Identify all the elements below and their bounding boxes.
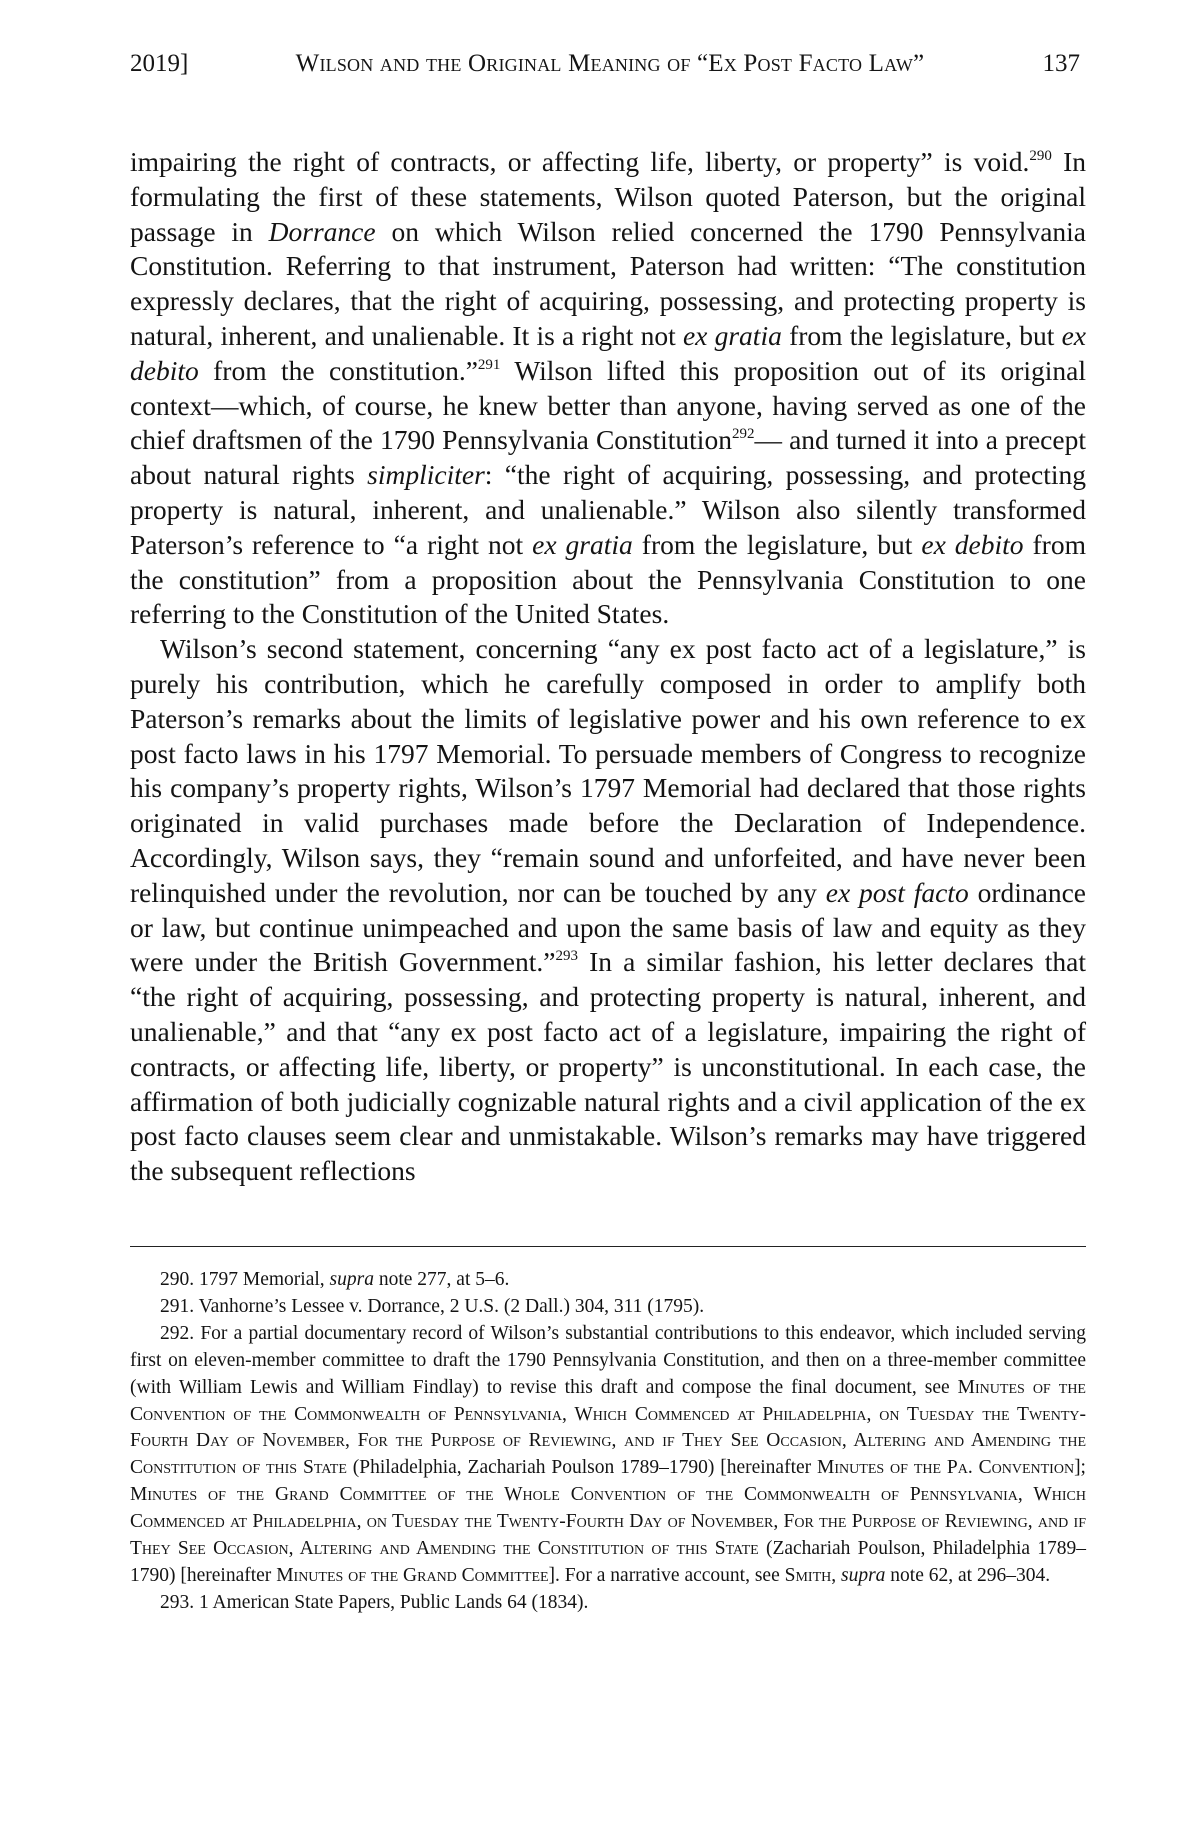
volume-year: 2019] <box>130 50 189 77</box>
p1-text: from the constitution” from a proposition about the Pennsylvania Constitution to one referring to the Constitution of the United States. <box>130 528 1086 630</box>
running-header <box>130 44 1080 84</box>
running-title: Wilson and the Original Meaning of “Ex Post Facto Law” <box>295 50 925 77</box>
p1-text: from the legislature, but <box>632 528 922 560</box>
footnote-divider <box>130 1246 1086 1247</box>
latin-term: ex post facto <box>825 876 969 908</box>
p1-text: : “the right of acquiring, possessing, and protecting property is natural, inherent, and unalienable.” Wilson also silently transformed Paterson’s reference to “a right not <box>130 459 1086 560</box>
footnote-ref-292[interactable]: 292 <box>731 426 755 443</box>
p2-text: ordinance or law, but continue unimpeached and upon the same basis of law and equity as they were under the British Government.” <box>130 876 1086 978</box>
footnote-number: 291. <box>160 1295 195 1317</box>
footnote-text: (Zachariah Poulson, Philadelphia 1789–1790) [hereinafter <box>130 1538 1086 1586</box>
footnote-text: note 277, at 5–6. <box>373 1269 510 1290</box>
source-title: Minutes of the Convention of the Commonwealth of Pennsylvania, Which Commenced at Philadelphia, on Tuesday the Twenty-Fourth Day of November, For the Purpose of Reviewing, and if They See Occasion, Altering and Amending the Constitution of this State <box>130 1376 1086 1479</box>
footnote-text: note 62, at 296–304. <box>885 1564 1051 1586</box>
p1-text: — and turned it into a precept about natural rights <box>130 424 1086 491</box>
short-title: Minutes of the Pa. Convention <box>817 1457 1075 1479</box>
latin-term: ex gratia <box>532 528 633 560</box>
p2-text: In a similar fashion, his letter declares that “the right of acquiring, possessing, and protecting property is natural, inherent, and unalienable,” and that “any ex post facto act of a legislature, impairing the right of contracts, or affecting life, liberty, or property” is unconstitutional. In each case, the affirmation of both judicially cognizable natural rights and a civil application of the ex post facto clauses seem clear and unmistakable. Wilson’s remarks may have triggered the subsequent reflections <box>130 946 1086 1187</box>
p1-text: impairing the right of contracts, or affecting life, liberty, or property” is void. <box>130 146 1030 177</box>
short-title: Minutes of the Grand Committee <box>276 1564 549 1586</box>
footnote-number: 290. <box>160 1269 195 1290</box>
footnote-291 <box>130 1294 1086 1321</box>
footnote-text: For a partial documentary record of Wilson’s substantial contributions to this endeavor, which included serving first on eleven-member committee to draft the 1790 Pennsylvania Constitution, and then on a three-member committee (with William Lewis and William Findlay) to revise this draft and compose the final document, see <box>130 1322 1087 1398</box>
citation-signal: supra <box>840 1564 886 1586</box>
latin-term: ex debito <box>921 528 1024 560</box>
author-name: Smith <box>784 1564 832 1586</box>
footnote-text: (Philadelphia, Zachariah Poulson 1789–1790) [hereinafter <box>346 1457 818 1479</box>
p1-text: from the constitution.” <box>198 354 478 386</box>
p1-text: on which Wilson relied concerned the 1790 Pennsylvania Constitution. Referring to that instrument, Paterson had written: “The constitution expressly declares, that the right of acquiring, possessing, and protecting property is natural, inherent, and unalienable. It is a right not <box>130 215 1086 351</box>
source-title: Minutes of the Grand Committee of the Whole Convention of the Commonwealth of Pennsylvania, Which Commenced at Philadelphia, on Tuesday the Twenty-Fourth Day of November, For the Purpose of Reviewing, and if They See Occasion, Altering and Amending the Constitution of this State <box>130 1484 1086 1560</box>
citation-signal: supra <box>329 1269 374 1290</box>
footnote-text: Vanhorne’s Lessee v. Dorrance, 2 U.S. (2 Dall.) 304, 311 (1795). <box>198 1295 705 1317</box>
footnote-290 <box>130 1267 1086 1294</box>
footnote-text: ]. For a narrative account, see <box>548 1564 785 1586</box>
latin-term: ex debito <box>130 319 1086 386</box>
footnote-number: 293. <box>160 1591 195 1613</box>
footnotes <box>130 1267 1086 1617</box>
footnote-text: 1 American State Papers, Public Lands 64 (1834). <box>199 1591 589 1613</box>
footnote-ref-291[interactable]: 291 <box>477 356 501 373</box>
footnote-ref-290[interactable]: 290 <box>1029 148 1052 164</box>
footnote-293 <box>130 1590 1086 1617</box>
footnote-number: 292. <box>160 1322 195 1344</box>
footnote-text: 1797 Memorial, <box>199 1269 330 1290</box>
footnote-text: , <box>831 1564 841 1586</box>
latin-term: ex gratia <box>682 319 782 351</box>
paragraph-2 <box>130 632 1086 1189</box>
p2-text: Wilson’s second statement, concerning “any ex post facto act of a legislature,” is purely his contribution, which he carefully composed in order to amplify both Paterson’s remarks about the limits of legislative power and his own reference to ex post facto laws in his 1797 Memorial. To persuade members of Congress to recognize his company’s property rights, Wilson’s 1797 Memorial had declared that those rights originated in valid purchases made before the Declaration of Independence. Accordingly, Wilson says, they “remain sound and unforfeited, and have never been relinquished under the revolution, nor can be touched by any <box>130 633 1086 908</box>
p1-text: from the legislature, but <box>781 319 1062 351</box>
page-number: 137 <box>1042 50 1080 77</box>
latin-term: simpliciter <box>367 459 485 491</box>
footnote-ref-293[interactable]: 293 <box>555 948 578 965</box>
p1-text: In formulating the first of these statements, Wilson quoted Paterson, but the original passage in <box>130 146 1087 247</box>
footnote-292 <box>130 1321 1086 1590</box>
paragraph-1 <box>130 145 1086 632</box>
footnote-text: ]; <box>1074 1457 1086 1479</box>
p1-text: Wilson lifted this proposition out of its original context—which, of course, he knew better than anyone, having served as one of the chief draftsmen of the 1790 Pennsylvania Constitution <box>130 354 1086 456</box>
case-name: Dorrance <box>268 215 376 247</box>
body-text <box>130 145 1086 1189</box>
